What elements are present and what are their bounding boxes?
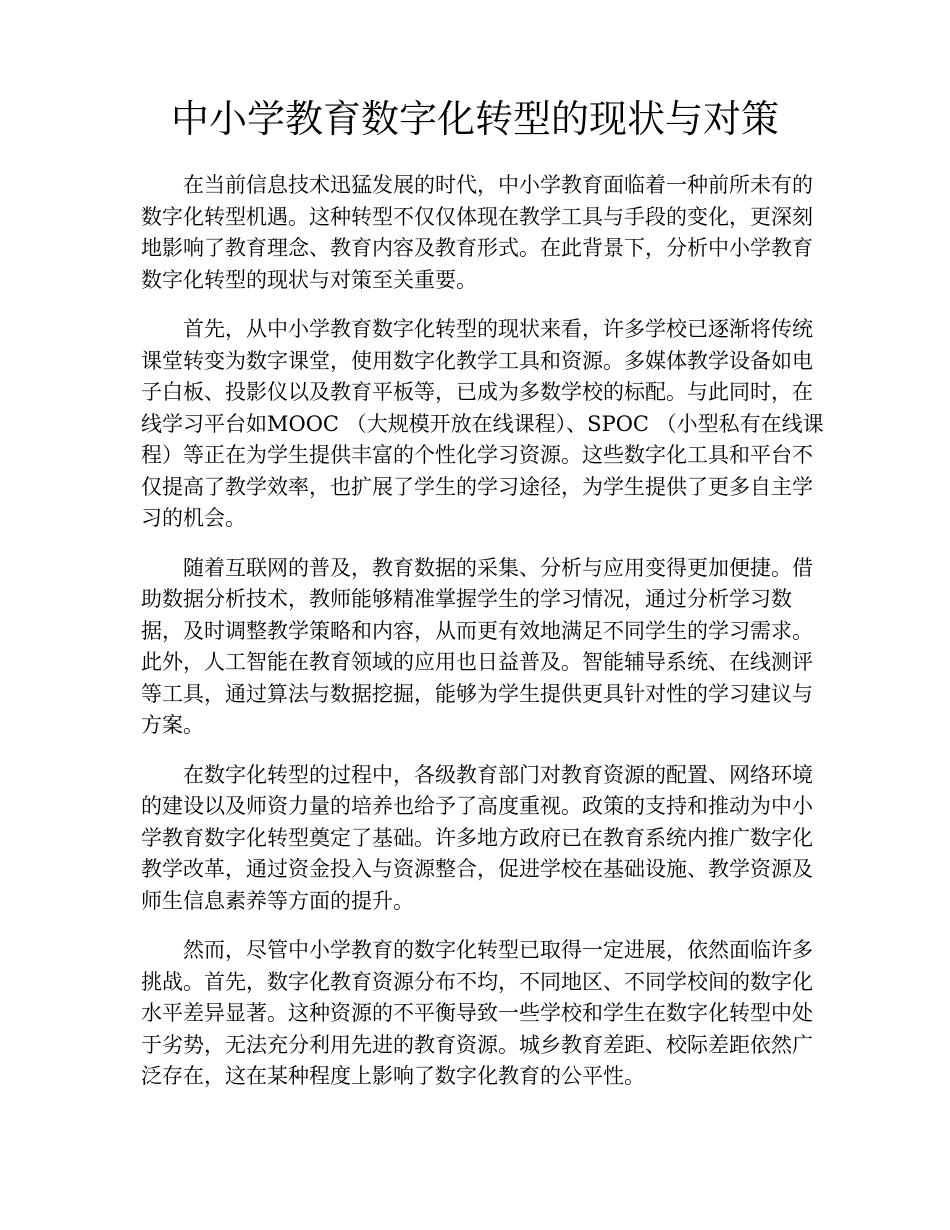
paragraph-1: 在当前信息技术迅猛发展的时代，中小学教育面临着一种前所未有的数字化转型机遇。这种转型不仅仅体现在教学工具与手段的变化，更深刻地影响了教育理念、教育内容及教育形式。在此背景下，分析中小学教育数字化转型的现状与对策至关重要。 [141, 173, 813, 292]
document-title: 中小学教育数字化转型的现状与对策 [170, 97, 779, 141]
paragraph-3: 随着互联网的普及，教育数据的采集、分析与应用变得更加便捷。借助数据分析技术，教师能够精准掌握学生的学习情况，通过分析学习数据，及时调整教学策略和内容，从而更有效地满足不同学生的学习需求。此外，人工智能在教育领域的应用也日益普及。智能辅导系统、在线测评等工具，通过算法与数据挖掘，能够为学生提供更具针对性的学习建议与方案。 [141, 555, 813, 737]
document-body [141, 170, 831, 1111]
paragraph-2: 首先，从中小学教育数字化转型的现状来看，许多学校已逐渐将传统课堂转变为数字课堂，使用数字化教学工具和资源。多媒体教学设备如电子白板、投影仪以及教育平板等，已成为多数学校的标配。与此同时，在线学习平台如MOOC （大规模开放在线课程）、SPOC （小型私有在线课程）等正在为学生提供丰富的个性化学习资源。这些数字化工具和平台不仅提高了教学效率，也扩展了学生的学习途径，为学生提供了更多自主学习的机会。 [141, 317, 824, 530]
paragraph-5: 然而，尽管中小学教育的数字化转型已取得一定进展，依然面临许多挑战。首先，数字化教育资源分布不均，不同地区、不同学校间的数字化水平差异显著。这种资源的不平衡导致一些学校和学生在数字化转型中处于劣势，无法充分利用先进的教育资源。城乡教育差距、校际差距依然广泛存在，这在某种程度上影响了数字化教育的公平性。 [141, 938, 813, 1088]
paragraph-4: 在数字化转型的过程中，各级教育部门对教育资源的配置、网络环境的建设以及师资力量的培养也给予了高度重视。政策的支持和推动为中小学教育数字化转型奠定了基础。许多地方政府已在教育系统内推广数字化教学改革，通过资金投入与资源整合，促进学校在基础设施、教学资源及师生信息素养等方面的提升。 [141, 762, 813, 913]
